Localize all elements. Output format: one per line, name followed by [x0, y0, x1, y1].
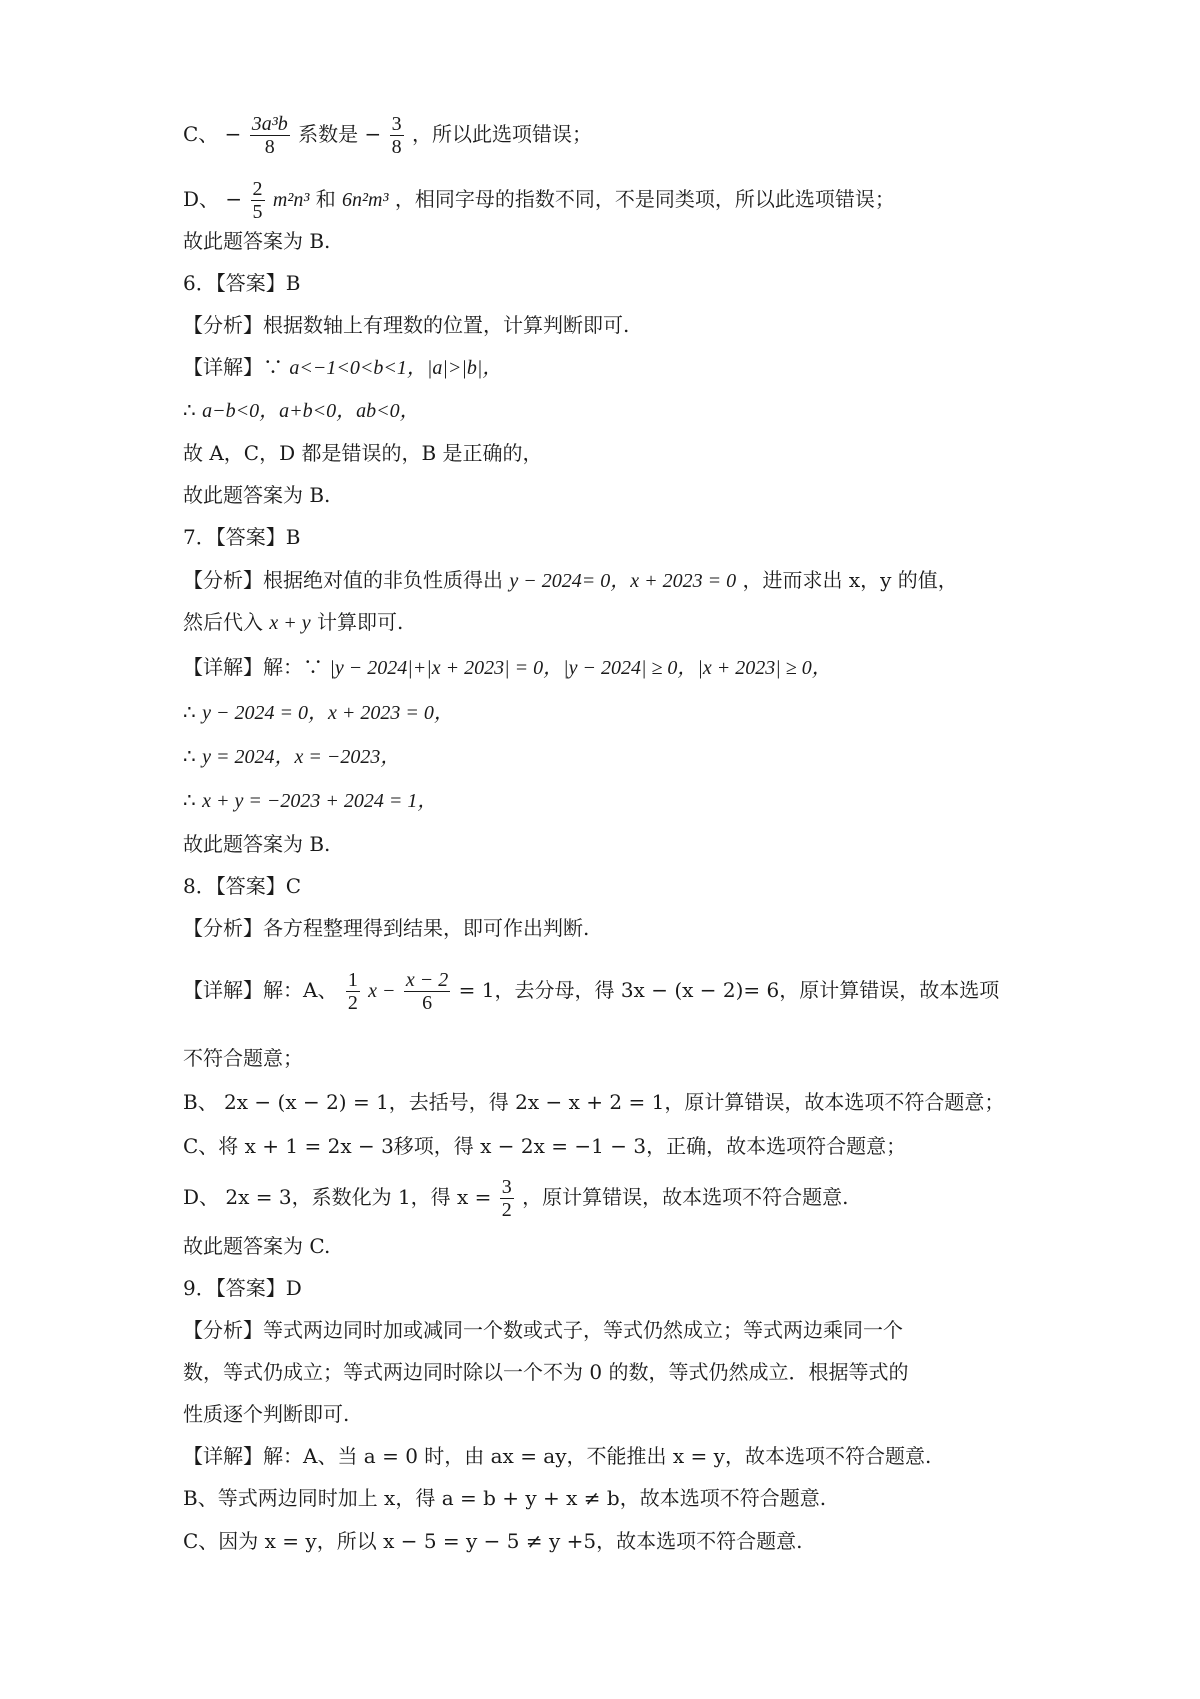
fraction-numerator: x − 2	[405, 969, 449, 991]
analysis-line: 【分析】等式两边同时加或减同一个数或式子，等式仍然成立；等式两边乘同一个	[183, 1318, 903, 1342]
math-expression: y = 2024，x = −2023，	[202, 746, 401, 768]
fraction-denominator: 6	[422, 992, 433, 1014]
text-segment: 【分析】根据绝对值的非负性质得出	[183, 568, 503, 592]
minus-sign: −	[364, 122, 382, 146]
detail-line	[183, 698, 454, 727]
answer-heading: 8．【答案】C	[183, 874, 302, 898]
detail-line	[183, 396, 420, 425]
answer-heading: 9．【答案】D	[183, 1276, 302, 1300]
math-expression: a<−1<0<b<1，|a|>|b|，	[289, 357, 503, 379]
fraction-denominator: 8	[264, 136, 275, 158]
fraction	[390, 113, 404, 158]
detail-line	[183, 353, 502, 382]
minus-sign: −	[224, 122, 242, 146]
option-d-line	[183, 178, 895, 223]
text-segment: 【详解】解：A、	[183, 978, 338, 1002]
analysis-line: 数，等式仍成立；等式两边同时除以一个不为 0 的数，等式仍然成立．根据等式的	[183, 1360, 909, 1384]
text-line: B、 2x − (x − 2) = 1，去括号，得 2x − x + 2 = 1，原计算错误，故本选项不符合题意；	[183, 1090, 1005, 1114]
text-segment: 【详解】∵	[183, 355, 283, 379]
math-expression: y − 2024= 0，x + 2023 = 0	[509, 570, 737, 592]
text-line: 故此题答案为 B.	[183, 229, 331, 253]
text-line: 不符合题意；	[183, 1046, 303, 1070]
math-expression: y − 2024 = 0，x + 2023 = 0，	[202, 702, 454, 724]
detail-line: 【详解】解：A、当 a = 0 时，由 ax = ay，不能推出 x = y，故本选项不符合题意.	[183, 1444, 932, 1468]
fraction-numerator: 1	[347, 969, 358, 991]
fraction	[250, 113, 290, 158]
math-expression: 6n²m³	[342, 189, 389, 211]
option-label: C、	[183, 122, 219, 146]
minus-sign: −	[225, 187, 243, 211]
math-expression: m²n³	[272, 189, 310, 211]
text-segment: = 1，去分母，得 3x − (x − 2)= 6，原计算错误，故本选项	[458, 978, 1000, 1002]
detail-line	[183, 653, 832, 682]
analysis-line	[183, 566, 958, 595]
math-expression: a−b<0，a+b<0，ab<0，	[202, 400, 420, 422]
answer-heading: 6．【答案】B	[183, 271, 301, 295]
fraction	[404, 969, 450, 1014]
text-segment: ∴	[183, 398, 196, 422]
text-segment: 系数是	[298, 122, 359, 146]
text-segment: ∴	[183, 744, 196, 768]
text-segment: ，原计算错误，故本选项不符合题意.	[522, 1185, 849, 1209]
fraction-denominator: 5	[252, 201, 263, 223]
option-c-line	[183, 113, 592, 158]
fraction	[500, 1176, 514, 1221]
detail-line	[183, 786, 437, 815]
text-segment: ，进而求出 x，y 的值，	[742, 568, 958, 592]
detail-line: B、等式两边同时加上 x，得 a = b + y + x ≠ b，故本选项不符合题意.	[183, 1486, 827, 1510]
text-segment: ∴	[183, 700, 196, 724]
text-segment: ，相同字母的指数不同，不是同类项，所以此选项错误；	[394, 187, 895, 211]
detail-line	[183, 969, 999, 1014]
analysis-line: 【分析】各方程整理得到结果，即可作出判断.	[183, 916, 590, 940]
fraction-numerator: 2	[252, 178, 263, 200]
text-line: 故此题答案为 B.	[183, 832, 331, 856]
fraction	[251, 178, 265, 223]
analysis-line: 性质逐个判断即可.	[183, 1402, 350, 1426]
fraction-denominator: 8	[391, 136, 402, 158]
fraction-numerator: 3	[501, 1176, 512, 1198]
fraction-denominator: 2	[501, 1199, 512, 1221]
fraction-denominator: 2	[347, 992, 358, 1014]
math-expression: |y − 2024|+|x + 2023| = 0，|y − 2024| ≥ 0，|x + 2023| ≥ 0，	[329, 657, 832, 679]
detail-line	[183, 742, 400, 771]
math-expression: x + y	[269, 612, 311, 634]
fraction-numerator: 3	[391, 113, 402, 135]
text-segment: D、 2x = 3，系数化为 1，得 x =	[183, 1185, 492, 1209]
option-label: D、	[183, 187, 220, 211]
math-expression: x + y = −2023 + 2024 = 1，	[202, 790, 438, 812]
math-expression: x −	[368, 980, 396, 1002]
text-segment: ，所以此选项错误；	[412, 122, 592, 146]
analysis-line	[183, 608, 403, 637]
text-line: 故此题答案为 B.	[183, 483, 331, 507]
detail-line: C、因为 x = y，所以 x − 5 = y − 5 ≠ y +5，故本选项不符合题意.	[183, 1529, 803, 1553]
text-segment: 【详解】解：∵	[183, 655, 323, 679]
fraction	[346, 969, 360, 1014]
text-line: 故此题答案为 C.	[183, 1234, 331, 1258]
text-segment: ∴	[183, 788, 196, 812]
answer-heading: 7．【答案】B	[183, 525, 301, 549]
text-segment: 和	[315, 187, 336, 211]
fraction-numerator: 3a³b	[251, 113, 288, 135]
text-segment: 计算即可.	[316, 610, 404, 634]
text-line: C、将 x + 1 = 2x − 3移项，得 x − 2x = −1 − 3，正确，故本选项符合题意；	[183, 1134, 907, 1158]
detail-line	[183, 1176, 849, 1221]
analysis-line: 【分析】根据数轴上有理数的位置，计算判断即可.	[183, 313, 630, 337]
text-segment: 然后代入	[183, 610, 263, 634]
text-line: 故 A，C，D 都是错误的，B 是正确的，	[183, 441, 543, 465]
